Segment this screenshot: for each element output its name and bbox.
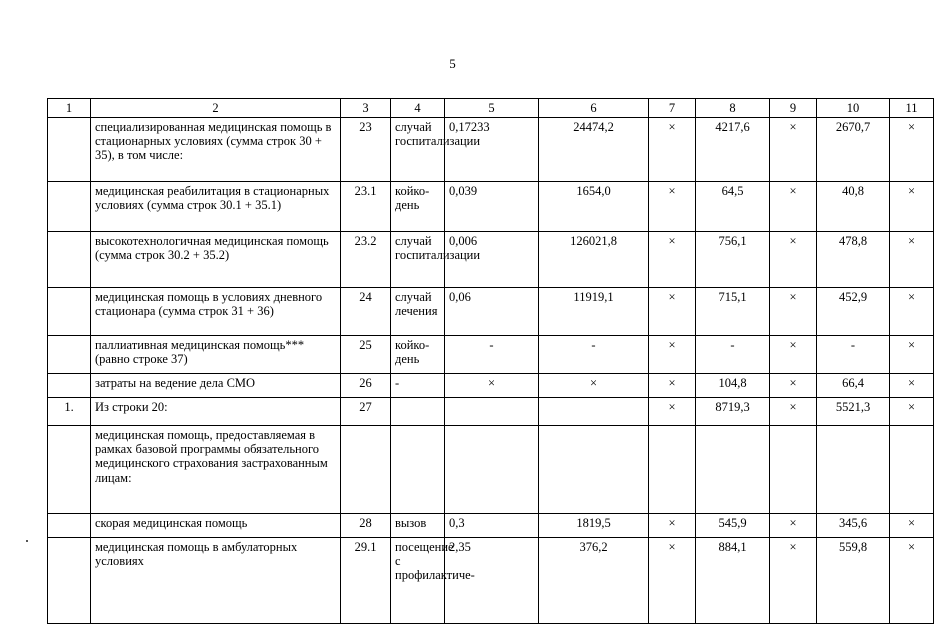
row-7-col-2: Из строки 20:	[91, 398, 341, 426]
row-3-col-9: ×	[770, 232, 817, 288]
row-4-col-2: медицинская помощь в условиях дневного стационара (сумма строк 31 + 36)	[91, 288, 341, 336]
row-5-col-5: -	[445, 336, 539, 374]
row-8-col-5	[445, 426, 539, 514]
column-number-9: 9	[770, 99, 817, 118]
row-3-col-4: случай госпитализации	[391, 232, 445, 288]
column-number-2: 2	[91, 99, 341, 118]
row-5-col-8: -	[696, 336, 770, 374]
row-2-col-10: 40,8	[817, 182, 890, 232]
row-4-col-10: 452,9	[817, 288, 890, 336]
row-1-col-6: 24474,2	[539, 118, 649, 182]
row-2-col-8: 64,5	[696, 182, 770, 232]
row-5-col-7: ×	[649, 336, 696, 374]
row-9-col-6: 1819,5	[539, 514, 649, 538]
row-8-col-1	[48, 426, 91, 514]
table-row	[48, 398, 934, 426]
row-9-col-7: ×	[649, 514, 696, 538]
row-6-col-6: ×	[539, 374, 649, 398]
row-6-col-10: 66,4	[817, 374, 890, 398]
row-5-col-6: -	[539, 336, 649, 374]
row-1-col-1	[48, 118, 91, 182]
row-2-col-2: медицинская реабилитация в стационарных условиях (сумма строк 30.1 + 35.1)	[91, 182, 341, 232]
row-6-col-3: 26	[341, 374, 391, 398]
row-4-col-8: 715,1	[696, 288, 770, 336]
row-7-col-8: 8719,3	[696, 398, 770, 426]
row-6-col-2: затраты на ведение дела СМО	[91, 374, 341, 398]
column-number-4: 4	[391, 99, 445, 118]
row-1-col-5: 0,17233	[445, 118, 539, 182]
row-8-col-10	[817, 426, 890, 514]
table-header-row	[48, 99, 934, 118]
row-7-col-9: ×	[770, 398, 817, 426]
row-3-col-11: ×	[890, 232, 934, 288]
row-9-col-2: скорая медицинская помощь	[91, 514, 341, 538]
row-4-col-7: ×	[649, 288, 696, 336]
column-number-5: 5	[445, 99, 539, 118]
row-9-col-1	[48, 514, 91, 538]
row-7-col-4	[391, 398, 445, 426]
row-5-col-10: -	[817, 336, 890, 374]
row-8-col-11	[890, 426, 934, 514]
row-4-col-9: ×	[770, 288, 817, 336]
row-8-col-2: медицинская помощь, предоставляемая в рамках базовой программы обязательного медицинского страхования застрахованным лицам:	[91, 426, 341, 514]
row-1-col-3: 23	[341, 118, 391, 182]
row-1-col-11: ×	[890, 118, 934, 182]
row-9-col-11: ×	[890, 514, 934, 538]
row-8-col-3	[341, 426, 391, 514]
row-10-col-11: ×	[890, 538, 934, 624]
row-2-col-11: ×	[890, 182, 934, 232]
row-2-col-1	[48, 182, 91, 232]
row-4-col-6: 11919,1	[539, 288, 649, 336]
row-10-col-3: 29.1	[341, 538, 391, 624]
column-number-7: 7	[649, 99, 696, 118]
row-6-col-4: -	[391, 374, 445, 398]
row-6-col-8: 104,8	[696, 374, 770, 398]
column-number-11: 11	[890, 99, 934, 118]
row-7-col-10: 5521,3	[817, 398, 890, 426]
row-3-col-10: 478,8	[817, 232, 890, 288]
row-3-col-2: высокотехнологичная медицинская помощь (сумма строк 30.2 + 35.2)	[91, 232, 341, 288]
row-1-col-4: случай госпитализации	[391, 118, 445, 182]
row-10-col-5: 2,35	[445, 538, 539, 624]
row-3-col-6: 126021,8	[539, 232, 649, 288]
row-3-col-7: ×	[649, 232, 696, 288]
row-5-col-1	[48, 336, 91, 374]
column-number-8: 8	[696, 99, 770, 118]
data-table	[47, 98, 934, 624]
data-table-container	[47, 98, 918, 624]
column-number-6: 6	[539, 99, 649, 118]
row-1-col-7: ×	[649, 118, 696, 182]
row-2-col-4: койко-день	[391, 182, 445, 232]
row-3-col-5: 0,006	[445, 232, 539, 288]
row-4-col-5: 0,06	[445, 288, 539, 336]
table-row	[48, 514, 934, 538]
row-10-col-2: медицинская помощь в амбулаторных условиях	[91, 538, 341, 624]
row-4-col-1	[48, 288, 91, 336]
row-3-col-3: 23.2	[341, 232, 391, 288]
row-7-col-11: ×	[890, 398, 934, 426]
page-number: 5	[449, 56, 456, 71]
row-9-col-10: 345,6	[817, 514, 890, 538]
table-row	[48, 426, 934, 514]
row-8-col-8	[696, 426, 770, 514]
row-5-col-2: паллиативная медицинская помощь*** (равно строке 37)	[91, 336, 341, 374]
row-5-col-9: ×	[770, 336, 817, 374]
row-5-col-3: 25	[341, 336, 391, 374]
table-row	[48, 182, 934, 232]
row-2-col-3: 23.1	[341, 182, 391, 232]
row-7-col-6	[539, 398, 649, 426]
row-10-col-6: 376,2	[539, 538, 649, 624]
row-7-col-1: 1.	[48, 398, 91, 426]
row-4-col-11: ×	[890, 288, 934, 336]
table-row	[48, 336, 934, 374]
row-10-col-7: ×	[649, 538, 696, 624]
row-1-col-2: специализированная медицинская помощь в стационарных условиях (сумма строк 30 + 35), в том числе:	[91, 118, 341, 182]
row-6-col-7: ×	[649, 374, 696, 398]
row-8-col-9	[770, 426, 817, 514]
row-9-col-4: вызов	[391, 514, 445, 538]
row-4-col-4: случай лечения	[391, 288, 445, 336]
row-7-col-3: 27	[341, 398, 391, 426]
row-2-col-6: 1654,0	[539, 182, 649, 232]
row-10-col-4: посещение с профилактиче-	[391, 538, 445, 624]
row-6-col-11: ×	[890, 374, 934, 398]
row-6-col-5: ×	[445, 374, 539, 398]
column-number-3: 3	[341, 99, 391, 118]
row-7-col-7: ×	[649, 398, 696, 426]
row-6-col-9: ×	[770, 374, 817, 398]
column-number-10: 10	[817, 99, 890, 118]
table-row	[48, 118, 934, 182]
row-1-col-9: ×	[770, 118, 817, 182]
table-row	[48, 374, 934, 398]
row-10-col-10: 559,8	[817, 538, 890, 624]
row-8-col-4	[391, 426, 445, 514]
row-3-col-8: 756,1	[696, 232, 770, 288]
row-2-col-7: ×	[649, 182, 696, 232]
table-row	[48, 232, 934, 288]
row-2-col-9: ×	[770, 182, 817, 232]
row-10-col-9: ×	[770, 538, 817, 624]
row-10-col-8: 884,1	[696, 538, 770, 624]
row-8-col-7	[649, 426, 696, 514]
row-8-col-6	[539, 426, 649, 514]
row-9-col-5: 0,3	[445, 514, 539, 538]
row-5-col-11: ×	[890, 336, 934, 374]
row-5-col-4: койко-день	[391, 336, 445, 374]
table-row	[48, 288, 934, 336]
row-1-col-8: 4217,6	[696, 118, 770, 182]
row-9-col-8: 545,9	[696, 514, 770, 538]
row-9-col-9: ×	[770, 514, 817, 538]
row-6-col-1	[48, 374, 91, 398]
row-7-col-5	[445, 398, 539, 426]
row-4-col-3: 24	[341, 288, 391, 336]
row-1-col-10: 2670,7	[817, 118, 890, 182]
row-9-col-3: 28	[341, 514, 391, 538]
row-3-col-1	[48, 232, 91, 288]
row-10-col-1	[48, 538, 91, 624]
row-2-col-5: 0,039	[445, 182, 539, 232]
table-row	[48, 538, 934, 624]
column-number-1: 1	[48, 99, 91, 118]
margin-mark	[26, 540, 28, 542]
